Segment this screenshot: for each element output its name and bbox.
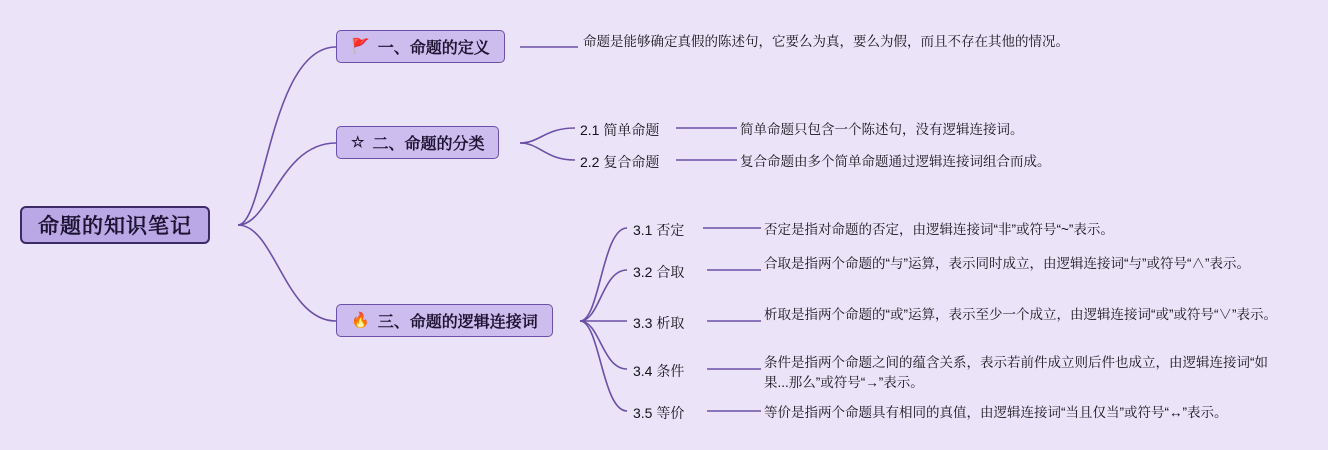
detail-disjunction: 析取是指两个命题的“或”运算，表示至少一个成立，由逻辑连接词“或”或符号“∨”表示。 bbox=[764, 307, 1277, 322]
mindmap-root-node[interactable] bbox=[20, 206, 210, 244]
root-label: 命题的知识笔记 bbox=[38, 215, 192, 238]
subnode-conjunction[interactable]: 3.2 合取 bbox=[633, 264, 685, 280]
subnode-compound-proposition[interactable]: 2.2 复合命题 bbox=[580, 154, 660, 170]
branch-node-classification[interactable] bbox=[336, 126, 499, 159]
detail-conjunction: 合取是指两个命题的“与”运算，表示同时成立，由逻辑连接词“与”或符号“∧”表示。 bbox=[764, 256, 1250, 271]
subnode-negation[interactable]: 3.1 否定 bbox=[633, 222, 685, 238]
subnode-equivalence[interactable]: 3.5 等价 bbox=[633, 405, 685, 421]
branch-label-classification: 二、命题的分类 bbox=[372, 136, 485, 153]
branch-label-definition: 一、命题的定义 bbox=[377, 40, 490, 57]
detail-equivalence: 等价是指两个命题具有相同的真值，由逻辑连接词“当且仅当”或符号“↔”表示。 bbox=[764, 405, 1228, 420]
flag-icon: 🚩 bbox=[351, 38, 370, 55]
branch-label-connectives: 三、命题的逻辑连接词 bbox=[377, 314, 538, 331]
detail-definition: 命题是能够确定真假的陈述句，它要么为真，要么为假，而且不存在其他的情况。 bbox=[583, 34, 1069, 49]
detail-simple-proposition: 简单命题只包含一个陈述句，没有逻辑连接词。 bbox=[740, 122, 1024, 137]
detail-negation: 否定是指对命题的否定，由逻辑连接词“非”或符号“~”表示。 bbox=[764, 222, 1114, 237]
branch-node-connectives[interactable] bbox=[336, 304, 553, 337]
subnode-disjunction[interactable]: 3.3 析取 bbox=[633, 315, 685, 331]
subnode-simple-proposition[interactable]: 2.1 简单命题 bbox=[580, 122, 660, 138]
branch-node-definition[interactable] bbox=[336, 30, 505, 63]
fire-icon: 🔥 bbox=[351, 312, 370, 329]
star-icon: ☆ bbox=[351, 134, 365, 151]
detail-conditional: 条件是指两个命题之间的蕴含关系，表示若前件成立则后件也成立，由逻辑连接词“如果...那么”或符号“→”表示。 bbox=[764, 355, 1268, 391]
detail-compound-proposition: 复合命题由多个简单命题通过逻辑连接词组合而成。 bbox=[740, 154, 1051, 169]
subnode-conditional[interactable]: 3.4 条件 bbox=[633, 363, 685, 379]
